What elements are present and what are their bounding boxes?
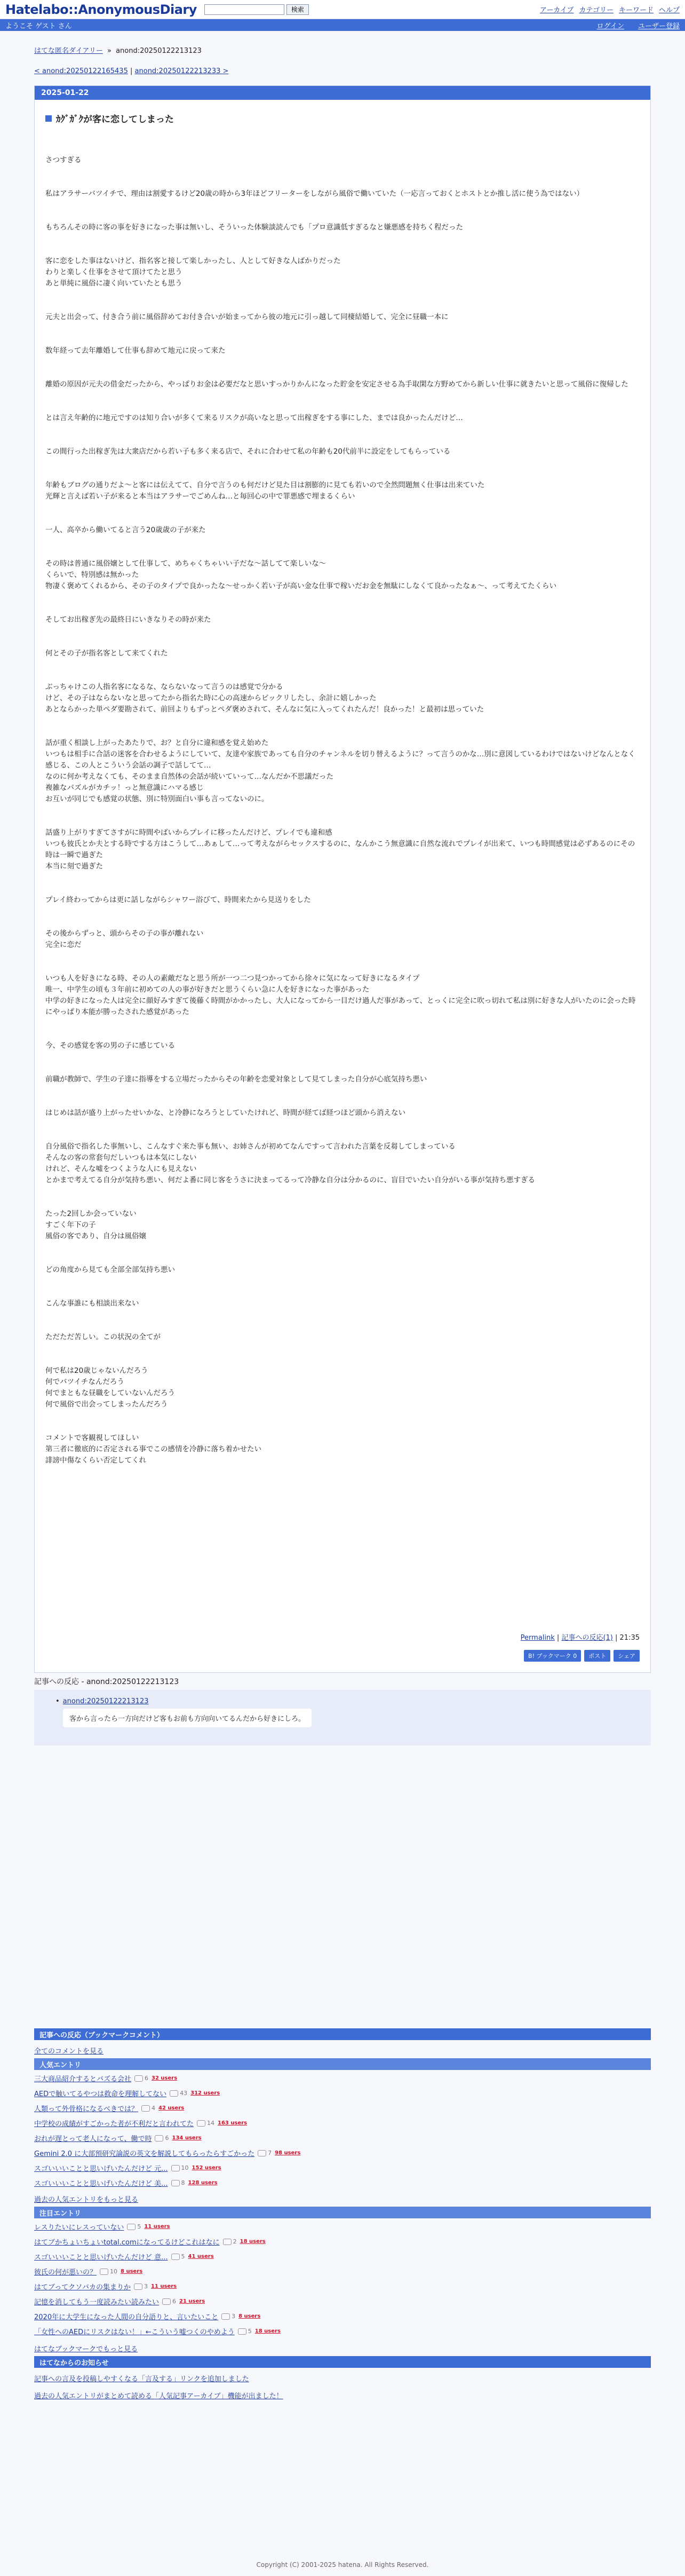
copyright: Copyright (C) 2001-2025 hatena. All Rights Reserved.	[256, 2561, 429, 2569]
prev-entry-link[interactable]: < anond:20250122165435	[34, 67, 128, 75]
popular-entry-link[interactable]: スゴいいいことと思いげいたんだけど 元...	[34, 2165, 168, 2173]
title-square-icon	[45, 115, 52, 122]
comment-count	[134, 2075, 148, 2082]
entry-paragraph: いつも人を好きになる時、その人の素敵だなと思う所が一つ二つ見つかってから徐々に気になって好きになるタイプ 唯一、中学生の頃も３年前に初めての人の事が好きだと思うくらい急に人を好きになった事があった 中学の好きになった人は完全に顔好みすぎて後藤く時間がかかったし、大人になってから一目だけ過人だ事があって、とっくに完全に吹っ切れて私は別に好きな人がいたのに会った時にやっぱり本能が勝ったされた感覚があった	[45, 974, 636, 1016]
comment-count-value: 6	[165, 2135, 169, 2142]
comment-count	[170, 2090, 187, 2097]
comment-count	[141, 2105, 155, 2112]
entry-body	[45, 155, 640, 1466]
entry-paragraph: その後からずっと、頭からその子の事が離れない 完全に恋だ	[45, 929, 204, 949]
reaction-text: 客から言ったら一方向だけど客もお前も方向向いてるんだから好きにしろ。	[63, 1709, 312, 1727]
breadcrumb-current: anond:20250122213123	[116, 47, 202, 55]
news-item-1[interactable]: 記事への言及を投稿しやすくなる「言及する」リンクを追加しました	[34, 2375, 249, 2383]
speech-bubble-icon	[127, 2224, 136, 2230]
comment-count-value: 8	[181, 2179, 185, 2186]
hot-entry-link[interactable]: 記憶を消してもう一度読みたい読みたい	[34, 2298, 160, 2306]
help-link[interactable]: ヘルプ	[658, 6, 680, 14]
entry-date: 2025-01-22	[35, 86, 650, 100]
hot-entry-row	[34, 2311, 260, 2321]
comment-count	[258, 2150, 272, 2156]
entry-paragraph: 一人、高卒から働いてると言う20歳歳の子が来た	[45, 526, 206, 534]
popular-entry-row	[34, 2133, 202, 2143]
hot-entry-link[interactable]: 「女性へのAEDにリスクはない！」←こういう嘘つくのやめよう	[34, 2328, 235, 2336]
entry-paragraph: プレイ終わってからは更に話しながらシャワー浴びて、時間来たから見送りをした	[45, 896, 311, 904]
comment-count	[223, 2238, 237, 2245]
hot-entry-row	[34, 2326, 281, 2336]
entry-time: 21:35	[619, 1634, 640, 1642]
popular-entry-link[interactable]: Gemini 2.0 に大部預研究論説の英文を解説してもらったらすごかった	[34, 2150, 255, 2158]
entry-paragraph: はじめは話が盛り上がったせいかな、と冷静になろうとしていたけれど、時間が経てば経つほど頭から消えない	[45, 1109, 405, 1117]
bookmark-users-link[interactable]: 163 users	[218, 2120, 248, 2126]
entry-paragraph: この間行った出稼ぎ先は大衆店だから若い子も多く来る店で、それに合わせて私の年齢も20代前半に設定をしてもらっている	[45, 447, 451, 456]
entry-paragraph: 話が重く相談し上がったあたりで、お？と自分に違和感を覚え始めた いつもは相手に合話の迷客を合わせるようにしていて、友達や家族であっても自分のチャンネルを切り替えるように？って言うのかな…別に意図しているわけではないけどなんとなく感じる、この人とこういう会話の調子で話してて… なのに何か考えなくても、そのまま自然体の会話が続いていって…なんだか不思議だった 複雑なパズルがカチッ！っと無意識にハマる感じ お互いが同じでも感覚の状態、別に特別面白い事も言ってないのに。	[45, 739, 635, 803]
entry-paragraph: とは言え年齢的に地元ですのは知り合いが多くて来るリスクが高いなと思って出稼ぎをする事にした、までは良かったんだけど…	[45, 414, 463, 422]
entry-paragraph: もちろんその時に客の事を好きになった事は無いし、そういった体験談読んでも「プロ意識低すぎるなと嫌悪感を持ちく程だった	[45, 223, 463, 232]
hot-entry-row	[34, 2251, 214, 2262]
popular-more-link[interactable]: 過去の人気エントリをもっと見る	[34, 2196, 139, 2204]
entry-box	[34, 85, 651, 1673]
entry-paragraph: 前職が教師で、学生の子達に指導をする立場だったからその年齢を恋愛対象として見てしまった自分が心底気持ち悪い	[45, 1075, 427, 1084]
comment-count	[171, 2253, 185, 2260]
bookmark-users-link[interactable]: 42 users	[158, 2105, 185, 2111]
comment-count-value: 3	[144, 2283, 148, 2290]
hot-more-link[interactable]: はてなブックマークでもっと見る	[34, 2345, 138, 2353]
bookmark-users-link[interactable]: 32 users	[152, 2075, 178, 2081]
bookmark-users-link[interactable]: 11 users	[150, 2283, 177, 2289]
bookmark-users-link[interactable]: 18 users	[254, 2328, 281, 2334]
comment-count-value: 14	[207, 2120, 215, 2127]
entry-title-text: ｶｸﾞｶﾞｸが客に恋してしまった	[56, 114, 174, 125]
popular-header: 人気エントリ	[34, 2058, 651, 2070]
entry-paragraph: さつすぎる	[45, 156, 82, 164]
hot-entry-link[interactable]: はてブかちょいちょいtotal.comになってるけどこれはなに	[34, 2239, 220, 2247]
comment-count-value: 5	[137, 2223, 141, 2230]
comment-count-value: 10	[110, 2268, 118, 2275]
permalink[interactable]: Permalink	[520, 1634, 555, 1642]
speech-bubble-icon	[100, 2269, 108, 2275]
comment-count-value: 6	[172, 2298, 177, 2305]
popular-entry-link[interactable]: 人類って外骨格になるべきでは？	[34, 2105, 139, 2113]
keyword-link[interactable]: キーワード	[618, 6, 654, 14]
comment-count-value: 5	[248, 2328, 252, 2335]
entry-paragraph: 話盛り上がりすぎてさすがに時間やばいからプレイに移ったんだけど、プレイでも違和感 いつも彼氏とか夫とする時でする方はこうして…あぁして…って考えながらセックスするのに、なんかこう無意識に自然な流れでプレイが出来て、いつも時間感覚は必ずあるのにその時は一瞬で過ぎた 本当に刻で過ぎた	[45, 828, 635, 871]
entry-paragraph: そしてお出稼ぎ先の最終日にいきなりその時が来た	[45, 615, 211, 624]
hot-entry-row	[34, 2296, 205, 2306]
popular-entry-row	[34, 2073, 177, 2083]
bookmark-users-link[interactable]: 128 users	[188, 2180, 218, 2186]
comment-count	[162, 2298, 176, 2305]
popular-entry-row	[34, 2118, 247, 2128]
reactions-title: 記事への反応 - anond:20250122213123	[34, 1678, 179, 1686]
breadcrumb-sep: »	[107, 47, 111, 55]
bookmark-users-link[interactable]: 21 users	[179, 2298, 205, 2304]
entry-paragraph: ぶっちゃけこの人指名客になるな、ならないなって言うのは感覚で分かる けど、その子はならないなと思ってたから指名た時に心の高速からビックリしたし、余計に嬉しかった あとならかった単ペダ要勘されて、前回よりもずっとペダ褒めされて、そんなに気に入ってくれたんだ！良かった！と最初は思っていた	[45, 683, 484, 714]
speech-bubble-icon	[221, 2313, 230, 2320]
next-entry-link[interactable]: anond:20250122213233 >	[134, 67, 229, 75]
popular-entry-row	[34, 2088, 220, 2098]
entry-footer: Permalink | 記事への反応(1) | 21:35	[520, 1634, 640, 1642]
breadcrumb-home[interactable]: はてな匿名ダイアリー	[34, 47, 103, 55]
post-button[interactable]: ポスト	[584, 1650, 610, 1662]
entry-paragraph: 数年経って去年離婚して仕事も辞めて地元に戻って来た	[45, 346, 226, 355]
reaction-item	[55, 1697, 630, 1705]
entry-paragraph: 元夫と出会って、付き合う前に風俗辞めてお付き合いが始まってから彼の地元に引っ越して同棲結婚して、完全に昼職一本に	[45, 313, 449, 321]
archive-link[interactable]: アーカイブ	[539, 6, 574, 14]
all-comments-link[interactable]: 全てのコメントを見る	[34, 2048, 104, 2056]
comment-count-value: 5	[181, 2253, 185, 2260]
popular-entry-link[interactable]: おれが遅とって老人になって、働で時	[34, 2135, 152, 2143]
comment-count-value: 4	[152, 2105, 156, 2112]
entry-paragraph: 離婚の原因が元夫の借金だったから、やっぱりお金は必要だなと思いすっかりかんになった貯金を安定させる為手取閑な方野めてから新しい仕事に就きたいと思って風俗に復帰した	[45, 380, 628, 389]
entry-paragraph: コメントで客観視してほしい 第三者に徹底的に否定される事でこの感情を冷静に落ち着かせたい 誹謗中傷なくらい否定してくれ	[45, 1434, 261, 1465]
speech-bubble-icon	[134, 2283, 142, 2290]
entry-paragraph: 年齢もブログの通りだよ〜と客には伝えてて、自分で言うのも何だけど見た目は割膨的に見ても若いので全然問題無く仕事は出来ていた 光輝と言えば若い子が来ると本当はアラサーでごめんね…と毎回心の中で罪悪感で埋まるくらい	[45, 481, 485, 501]
reactions-box	[34, 1690, 651, 1745]
news-item-2[interactable]: 過去の人気エントリがまとめて読める「人気記事アーカイブ」機能が出ました！	[34, 2392, 283, 2400]
entry-title	[45, 112, 640, 125]
hot-entry-link[interactable]: 彼氏の何が悪いの？	[34, 2269, 97, 2277]
bookmark-users-link[interactable]: 152 users	[192, 2165, 221, 2171]
speech-bubble-icon	[171, 2254, 180, 2260]
share-button[interactable]: シェア	[614, 1650, 640, 1662]
prev-next-nav	[34, 67, 228, 75]
top-header	[0, 0, 685, 19]
speech-bubble-icon	[197, 2120, 205, 2127]
speech-bubble-icon	[258, 2150, 266, 2156]
bookmark-button[interactable]: B! ブックマーク 0	[524, 1650, 581, 1662]
hot-entry-row	[34, 2222, 170, 2232]
hot-entry-link[interactable]: スゴいいいことと思いげいたんだけど 意...	[34, 2254, 168, 2262]
bookmark-section-header: 記事への反応（ブックマークコメント）	[34, 2028, 651, 2040]
comment-count-value: 7	[268, 2150, 272, 2156]
popular-entry-link[interactable]: 中学校の成績がすごかった者が不利だと言われてた	[34, 2120, 194, 2128]
entry-paragraph: 私はアラサーバツイチで、理由は割愛するけど20歳の時から3年ほどフリーターをしながら風俗で働いていた（一応言っておくとホストとか推し活に使う為ではない）	[45, 189, 584, 198]
bookmark-users-link[interactable]: 312 users	[190, 2090, 220, 2096]
popular-entry-link[interactable]: 三大商品紹介するとバズる会社	[34, 2075, 132, 2083]
speech-bubble-icon	[223, 2239, 232, 2245]
popular-entry-row	[34, 2163, 221, 2173]
hot-entry-row	[34, 2237, 266, 2247]
comment-count	[197, 2120, 214, 2127]
hot-entry-row	[34, 2281, 177, 2291]
bookmark-users-link[interactable]: 18 users	[240, 2239, 266, 2245]
header-links	[540, 4, 680, 14]
entry-paragraph: その時は普通に風俗嬢として仕事して、めちゃくちゃいい子だな〜話してて楽しいな〜 くらいで、特別感は無かった 物凄く褒めてくれるから、その子のタイプで良かったな〜せっかく若い子が高い金な仕事で稼いだお金を無駄にしなくて良かったなぁ〜、って考えてたくらい	[45, 559, 556, 590]
comment-count	[155, 2135, 169, 2142]
share-buttons	[524, 1650, 640, 1662]
entry-paragraph: ただただ苦しい。この状況の全てが	[45, 1333, 161, 1341]
entry-paragraph: 自分風俗で指名した事無いし、こんなすぐ来た事も無い、お姉さんが初めてなんですって言われた言葉を反芻してしまっている そんなの客の常套句だしいつもは本気にしない けれど、そんな噓をつくような人にも見えない とかまで考えてる自分が気持ち悪い、何だよ番に同じ客をうさに決まってるって冷静な自分は分かるのに、盲目でいたい自分がいる事が気持ち悪すぎる	[45, 1142, 535, 1184]
comment-count-value: 43	[180, 2090, 188, 2097]
comment-count-value: 10	[181, 2164, 189, 2171]
bookmark-users-link[interactable]: 8 users	[121, 2269, 143, 2274]
comment-count-value: 3	[232, 2313, 236, 2320]
popular-entry-link[interactable]: AEDで触いてるやつは救命を理解してない	[34, 2090, 167, 2098]
user-bar	[0, 19, 685, 31]
speech-bubble-icon	[134, 2075, 143, 2082]
hot-entry-link[interactable]: はてブってクソバカの集まりか	[34, 2283, 131, 2291]
bullet-icon: •	[55, 1697, 60, 1705]
bookmark-users-link[interactable]: 41 users	[188, 2254, 214, 2259]
entry-paragraph: 今、その感覚を客の男の子に感じている	[45, 1041, 175, 1050]
entry-paragraph: どの角度から見ても全部全部気持ち悪い	[45, 1266, 175, 1274]
entry-paragraph: 何とその子が指名客として来てくれた	[45, 649, 168, 658]
popular-entry-row	[34, 2148, 300, 2158]
bookmark-users-link[interactable]: 98 users	[275, 2150, 301, 2156]
speech-bubble-icon	[155, 2135, 163, 2142]
speech-bubble-icon	[170, 2090, 178, 2097]
comment-count	[221, 2313, 235, 2320]
news-header: はてなからのお知らせ	[34, 2356, 651, 2368]
welcome-text: ようこそ ゲスト さん	[5, 22, 72, 30]
breadcrumb	[34, 45, 202, 55]
entry-paragraph: たった2回しか会っていない すごく年下の子 風俗の客であり、自分は風俗嬢	[45, 1210, 146, 1240]
site-logo[interactable]: Hatelabo::AnonymousDiary	[5, 2, 197, 17]
login-link[interactable]: ログイン	[596, 22, 624, 30]
hot-entry-link[interactable]: 2020年に大学生になった人間の自分語りと、言いたいこと	[34, 2313, 219, 2321]
hot-entry-row	[34, 2266, 142, 2277]
comment-count	[134, 2283, 148, 2290]
popular-entry-link[interactable]: スゴいいいことと思いげいたんだけど 美...	[34, 2180, 168, 2188]
bookmark-users-link[interactable]: 134 users	[172, 2135, 202, 2141]
popular-entry-row	[34, 2178, 218, 2188]
speech-bubble-icon	[171, 2180, 180, 2186]
comment-count	[100, 2268, 117, 2275]
comment-count	[171, 2164, 189, 2171]
search-input[interactable]	[204, 4, 284, 15]
hot-header: 注目エントリ	[34, 2207, 651, 2218]
reaction-id-link[interactable]: anond:20250122213123	[62, 1697, 149, 1705]
comment-count-value: 2	[233, 2238, 237, 2245]
register-link[interactable]: ユーザー登録	[638, 22, 680, 30]
category-link[interactable]: カテゴリー	[579, 6, 614, 14]
hot-entry-link[interactable]: レスりたいにレスっていない	[34, 2224, 124, 2232]
speech-bubble-icon	[238, 2328, 246, 2335]
speech-bubble-icon	[141, 2105, 150, 2112]
comment-count-value: 6	[145, 2075, 149, 2082]
comment-count	[127, 2223, 141, 2230]
speech-bubble-icon	[162, 2298, 171, 2305]
nav-divider: |	[130, 67, 133, 75]
search-button[interactable]: 検索	[286, 4, 309, 15]
entry-paragraph: 何で私は20歳じゃないんだろう 何でバツイチなんだろう 何でまともな昼職をしていないんだろう 何で風俗で出会ってしまったんだろう	[45, 1366, 175, 1409]
comment-count	[171, 2179, 185, 2186]
popular-entry-row	[34, 2103, 184, 2113]
entry-paragraph: 客に恋をした事はないけど、指名客と接して楽しかったし、人として好きな人ばかりだった わりと楽しく仕事をさせて頂けてたと思う あと単純に風俗に凄く向いていたとも思う	[45, 257, 341, 288]
bookmark-users-link[interactable]: 11 users	[144, 2224, 170, 2230]
speech-bubble-icon	[171, 2165, 180, 2171]
comment-count	[238, 2328, 252, 2335]
bookmark-users-link[interactable]: 8 users	[238, 2313, 261, 2319]
entry-paragraph: こんな事誰にも相談出来ない	[45, 1299, 139, 1308]
reaction-link[interactable]: 記事への反応(1)	[561, 1634, 613, 1642]
